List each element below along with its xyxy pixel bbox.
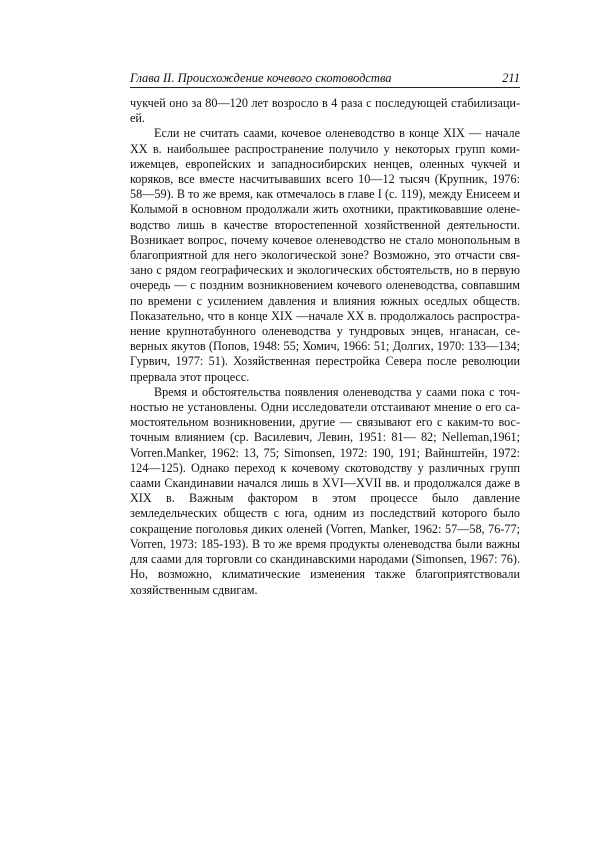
paragraph: Время и обстоятельства появления оленеводства у саами пока с точностью не установлены. Одни исследователи отстаивают мнение о его самостоятельном возникновении, другие — связывают его с каким-то восточным влиянием (ср. Василевич, Левин, 1951: 81— 82; Nelleman,1961; Vorren.Manker, 1962: 13, 75; Simonsen, 1972: 190, 191; Вайнштейн, 1972: 124—125). Однако переход к кочевому скотоводству у различных групп саами Скандинавии начался лишь в XVI—XVII вв. и продолжался даже в XIX в. Важным фактором в этом процессе было давление земледельческих обществ с юга, одним из последствий которого было сокращение поголовья диких оленей (Vorren, Manker, 1962: 57—58, 76-77; Vorren, 1973: 185-193). В то же время продукты оленеводства были важны для саами для торговли со скандинавскими народами (Simonsen, 1967: 76). Но, возможно, климатические изменения также благоприятствовали хозяйственным сдвигам. xyxy=(130,384,520,597)
chapter-title: Глава II. Происхождение кочевого скотоводства xyxy=(130,71,392,85)
running-head xyxy=(130,70,520,88)
paragraph-continuation: чукчей оно за 80—120 лет возросло в 4 раза с последующей стабилизацией. xyxy=(130,96,520,126)
paragraph: Если не считать саами, кочевое оленеводство в конце XIX — начале XX в. наибольшее распространение получило у некоторых групп коми-ижемцев, европейских и западносибирских ненцев, оленных чукчей и коряков, все вместе насчитывавших всего 10—12 тысяч (Крупник, 1976: 58—59). В то же время, как отмечалось в главе I (с. 119), между Енисеем и Колымой в основном продолжали жить охотники, практиковавшие оленеводство лишь в качестве второстепенной хозяйственной деятельности. Возникает вопрос, почему кочевое оленеводство не стало монопольным в благоприятной для него экологической зоне? Возможно, это отчасти связано с рядом географических и экологических обстоятельств, но в первую очередь — с поздним возникновением кочевого оленеводства, совпавшим по времени с усилением давления и влияния южных оседлых обществ. Показательно, что в конце XIX —начале XX в. продолжалось распространение крупнотабунного оленеводства у тундровых энцев, нганасан, северных якутов (Попов, 1948: 55; Хомич, 1966: 51; Долгих, 1970: 133—134; Гурвич, 1977: 51). Хозяйственная перестройка Севера после революции прервала этот процесс. xyxy=(130,126,520,384)
page-number: 211 xyxy=(502,71,520,85)
body-text xyxy=(130,96,520,598)
